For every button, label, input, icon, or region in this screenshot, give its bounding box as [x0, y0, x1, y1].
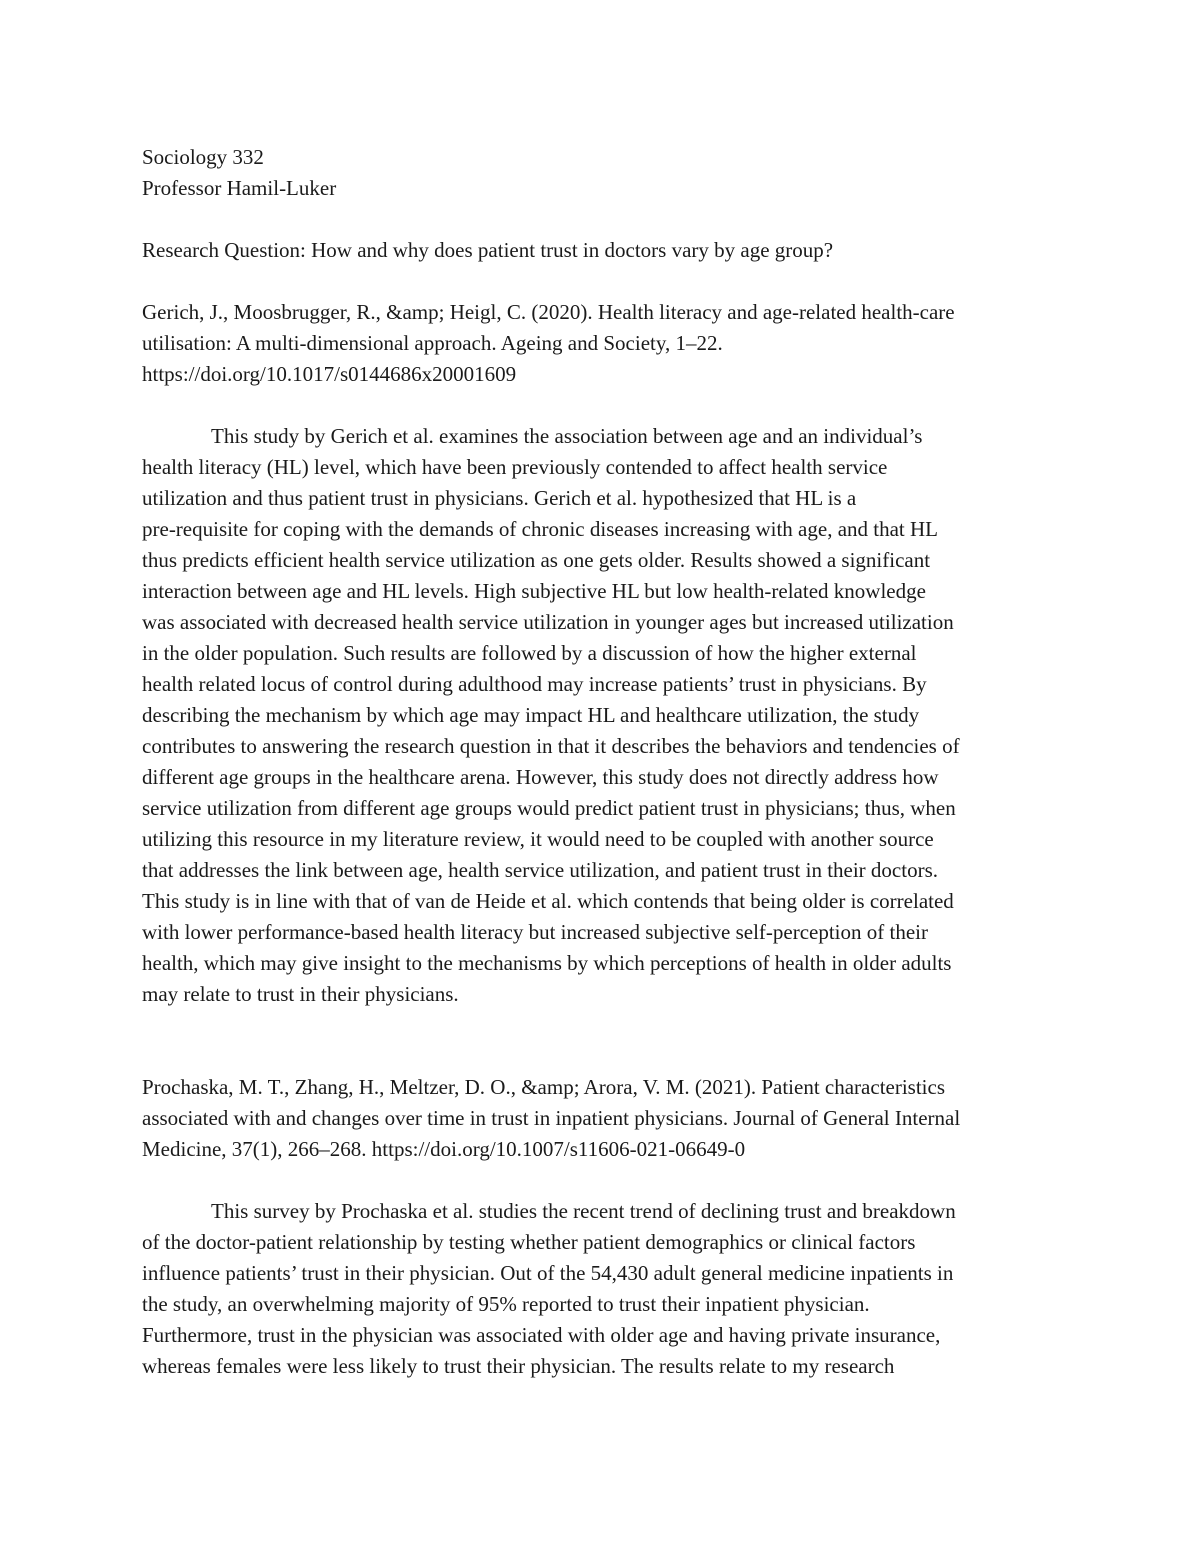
annotation-paragraph	[142, 421, 1062, 1010]
paragraph-line: health related locus of control during adulthood may increase patients’ trust in physicians. By	[142, 672, 927, 696]
citation-line: Medicine, 37(1), 266–268. https://doi.org/10.1007/s11606-021-06649-0	[142, 1137, 746, 1161]
paragraph-line: describing the mechanism by which age may impact HL and healthcare utilization, the study	[142, 703, 920, 727]
paragraph-line: may relate to trust in their physicians.	[142, 982, 459, 1006]
paragraph-line: pre-requisite for coping with the demands of chronic diseases increasing with age, and that HL	[142, 517, 939, 541]
citation-entry	[142, 1072, 1062, 1382]
paragraph-line: service utilization from different age groups would predict patient trust in physicians; thus, when	[142, 796, 956, 820]
paragraph-line: influence patients’ trust in their physician. Out of the 54,430 adult general medicine inpatients in	[142, 1261, 954, 1285]
paragraph-line: This study is in line with that of van de Heide et al. which contends that being older is correlated	[142, 889, 954, 913]
paragraph-line: the study, an overwhelming majority of 95% reported to trust their inpatient physician.	[142, 1292, 870, 1316]
paragraph-line: contributes to answering the research question in that it describes the behaviors and tendencies of	[142, 734, 960, 758]
paragraph-line: whereas females were less likely to trust their physician. The results relate to my research	[142, 1354, 895, 1378]
paragraph-line: This survey by Prochaska et al. studies the recent trend of declining trust and breakdown	[211, 1199, 956, 1223]
citation-line: Gerich, J., Moosbrugger, R., &amp; Heigl, C. (2020). Health literacy and age-related health-care	[142, 300, 955, 324]
paragraph-line: was associated with decreased health service utilization in younger ages but increased utilization	[142, 610, 954, 634]
citation-entry	[142, 297, 1062, 1010]
course-title: Sociology 332	[142, 145, 264, 169]
citation-line: associated with and changes over time in trust in inpatient physicians. Journal of General Internal	[142, 1106, 961, 1130]
citation-line: utilisation: A multi-dimensional approach. Ageing and Society, 1–22.	[142, 331, 723, 355]
annotation-paragraph	[142, 1196, 1062, 1382]
citation-line: Prochaska, M. T., Zhang, H., Meltzer, D. O., &amp; Arora, V. M. (2021). Patient characteristics	[142, 1075, 946, 1099]
paragraph-line: with lower performance-based health literacy but increased subjective self-perception of their	[142, 920, 928, 944]
paragraph-line: This study by Gerich et al. examines the association between age and an individual’s	[211, 424, 923, 448]
citation	[142, 297, 1062, 390]
paragraph-line: health literacy (HL) level, which have been previously contended to affect health service	[142, 455, 888, 479]
paragraph-line: different age groups in the healthcare arena. However, this study does not directly address how	[142, 765, 939, 789]
paragraph-line: of the doctor-patient relationship by testing whether patient demographics or clinical factors	[142, 1230, 916, 1254]
citation-line: https://doi.org/10.1017/s0144686x20001609	[142, 362, 517, 386]
paragraph-line: utilizing this resource in my literature review, it would need to be coupled with another source	[142, 827, 934, 851]
paragraph-line: Furthermore, trust in the physician was associated with older age and having private insurance,	[142, 1323, 941, 1347]
paragraph-line: in the older population. Such results are followed by a discussion of how the higher external	[142, 641, 917, 665]
paragraph-line: interaction between age and HL levels. High subjective HL but low health-related knowledge	[142, 579, 926, 603]
document-body	[142, 142, 1062, 1382]
professor-name: Professor Hamil-Luker	[142, 176, 337, 200]
paragraph-line: utilization and thus patient trust in physicians. Gerich et al. hypothesized that HL is a	[142, 486, 857, 510]
paragraph-line: health, which may give insight to the mechanisms by which perceptions of health in older adults	[142, 951, 952, 975]
research-question: Research Question: How and why does patient trust in doctors vary by age group?	[142, 238, 834, 262]
paragraph-line: thus predicts efficient health service utilization as one gets older. Results showed a significant	[142, 548, 931, 572]
citation	[142, 1072, 1062, 1165]
paragraph-line: that addresses the link between age, health service utilization, and patient trust in their doctors.	[142, 858, 939, 882]
